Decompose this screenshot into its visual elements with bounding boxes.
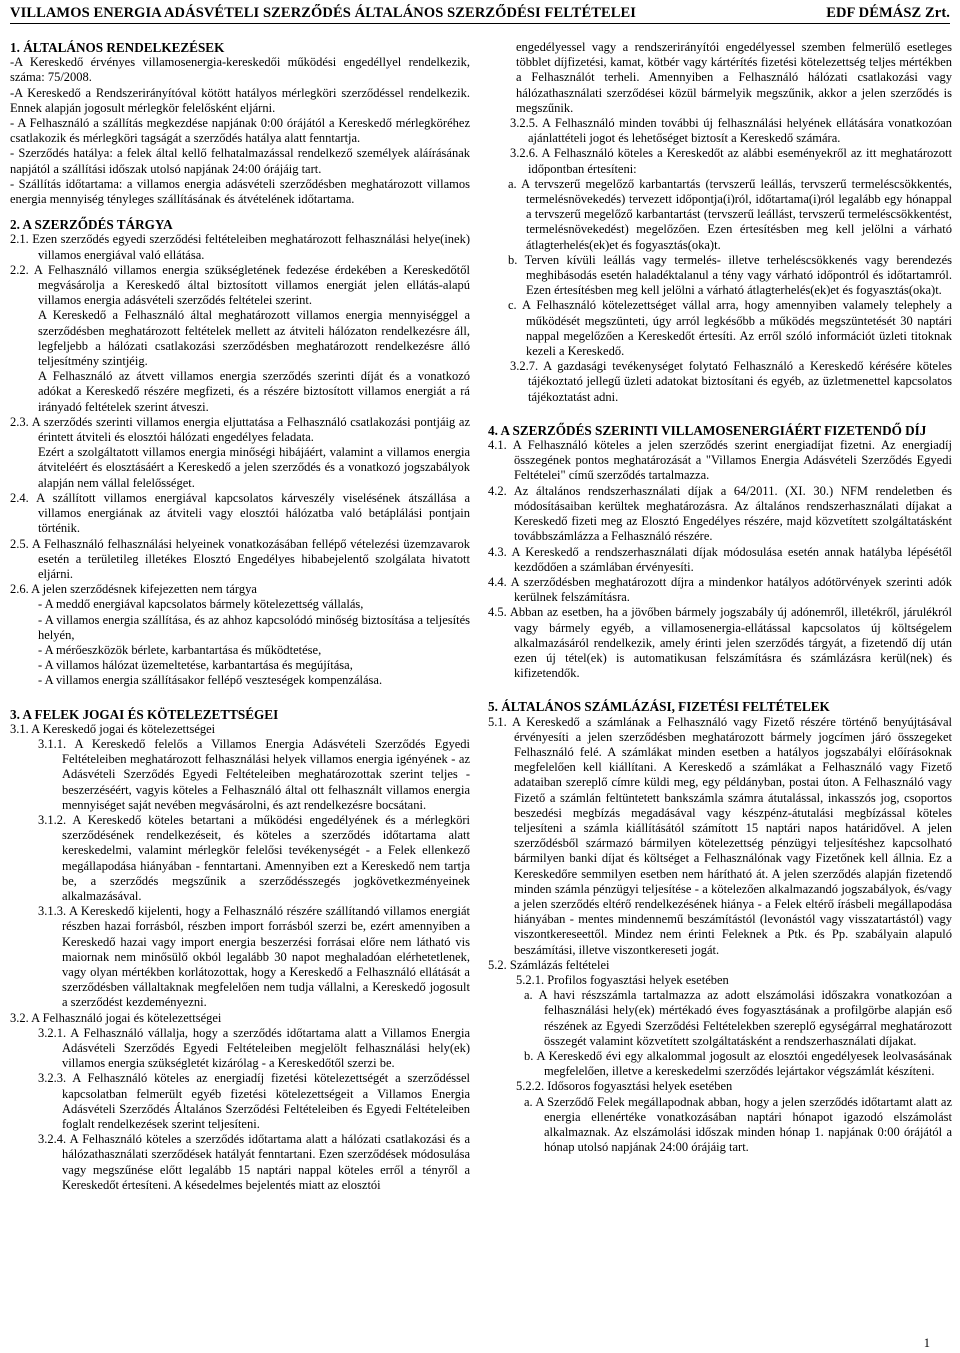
paragraph: - A Felhasználó a szállítás megkezdése napjának 0:00 órájától a Kereskedő mérlegköréhez csatlakozik és mérlegköri tagságát a szerződés hatálya alatt fenntartja. [10,116,470,146]
company-name: EDF DÉMÁSZ Zrt. [826,5,950,21]
paragraph: a. A Szerződő Felek megállapodnak abban, hogy a jelen szerződés időtartamt alatt az energia ellenértéke vonatkozásában naptári hónapot igazodó elszámolást alkalmaznak. Az elszámolási időszak minden hónap 1. napjának 0:00 órájától a hónap utolsó napjának 24:00 órájáig tart. [524,1094,952,1155]
paragraph: b. A Kereskedő évi egy alkalommal jogosult az elosztói engedélyesek leolvasásának megfelelően, illetve a kereskedelmi szerződés lejártakor végszámlát készíteni. [524,1049,952,1079]
paragraph: A Felhasználó az átvett villamos energia szerződés szerinti díját és a vonatkozó adókat a Kereskedő részére megfizeti, és a részére biztosított villamos energiát a rá irányadó feltételek szerint átveszi. [38,369,470,414]
paragraph: 5.1. A Kereskedő a számlának a Felhasználó vagy Fizető részére történő benyújtásával érvényesíti a jelen szerződésben meghatározott bármely jogcímen járó összegeket Felhasználó felé. A számlákat minden esetben a hatályos jogszabályi előírásoknak megfelelően kell kiállítani. A Kereskedő a számlákat a Felhasználó vagy Fizető adataiban szereplő címre küldi meg, egy példányban, postai úton. A Felhasználó vagy Fizető a számlán feltüntetett bankszámla számra átutalással, inkasszós jog, csoportos beszedési megbízás megadásával vagy készpénz-átutalási megbízással köteles teljesíteni a számla kiállításától számított 15 naptári napos határidővel. A jelen szerződésből származó bármilyen kötelezettség pénzügyi teljesítéshez kapcsolható bármilyen banki díjat és költséget a Felhasználónak vagy Fizetőnek kell állnia. Ez a Kereskedőre semmilyen esetben nem hárítható át. A jelen szerződés alapján fizetendő minden számla pénzügyi teljesítése - a kötelezően alkalmazandó jogszabályok, és/vagy a jelen szerződés eltérő rendelkezésének hiánya - a Felek eltérő írásbeli megállapodása hiányában - mentes mindennemű beszámítástól (levonástól vagy visszatartástól) vagy viszontkereseettől. Mindez nem érinti Feleknek a Ptk. és Pp. szabályain alapuló beszámítási, illetve viszontkereseti jogát. [488,714,952,957]
section-heading: 4. A SZERZŐDÉS SZERINTI VILLAMOSENERGIÁÉRT FIZETENDŐ DÍJ [488,422,927,438]
spacer [488,681,952,699]
paragraph: 5.2.2. Idősoros fogyasztási helyek esetében [516,1079,733,1094]
paragraph: 4.2. Az általános rendszerhasználati díjak a 64/2011. (XI. 30.) NFM rendeletben és módosításaiban kerültek meghatározásra. Az általános rendszerhasználati díjakat a Kereskedő fizeti meg az Elosztó Engedélyes részére, majd közvetített szolgáltatásként továbbszámlázza a Felhasználó részére. [488,483,952,544]
paragraph: -A Kereskedő a Rendszerirányítóval kötött hatályos mérlegköri szerződéssel rendelkezik. Ennek alapján jogosult mérlegkör felelősként eljárni. [10,85,470,115]
paragraph: 2.3. A szerződés szerinti villamos energia eljuttatása a Felhasználó csatlakozási pontjáig az érintett átviteli és elosztói hálózati engedélyes feladata. [10,414,470,445]
paragraph: 3.2.4. A Felhasználó köteles a szerződés időtartama alatt a hálózati csatlakozási és a hálózathasználati szerződések hatályát fenntartani. Ezen szerződések módosulása vagy megszűnése előtt legalább 15 naptári nappal köteles erről a tényről a Kereskedőt értesíteni. A késedelmes bejelentés miatt az elosztói [38,1132,470,1192]
section-heading: 1. ÁLTALÁNOS RENDELKEZÉSEK [10,40,225,55]
paragraph: 2.2. A Felhasználó villamos energia szükségletének fedezése érdekében a Kereskedőtől megvásárolja a Kereskedő által biztosított villamos energiát jelen ellátás-alapú villamos energia adásvételi szerződés feltételei szerint. [10,262,470,308]
section-heading: 5. ÁLTALÁNOS SZÁMLÁZÁSI, FIZETÉSI FELTÉTELEK [488,699,830,715]
paragraph: a. A tervszerű megelőző karbantartás (tervszerű leállás, tervszerű termeléscsökkentés, termelésnövekedés) tervezett időpontja(i)ról, időtartama(i)ról legalább egy hónappal a tervszerű megelőző karbantartást (tervszerű leállást, tervszerű termeléscsökkentést, termelésnövekedést) megelőzően. Ezen értesítésben meg kell jelölni a várható átlagterhelés(ek)et és fogyasztás(oka)t. [508,176,952,252]
paragraph: a. A havi részszámla tartalmazza az adott elszámolási időszakra vonatkozóan a felhasználási hely(ek) mértékadó éves fogyasztásának a profilgörbe alapján eső részének az Egyedi Szerződési Feltételekben szereplő egységárral meghatározott összegét valamint közvetített szolgáltatásként a rendszerhasználati díjakat. [524,988,952,1048]
document-title: VILLAMOS ENERGIA ADÁSVÉTELI SZERZŐDÉS ÁLTALÁNOS SZERZŐDÉSI FELTÉTELEI [10,5,637,21]
page-number: 1 [923,1336,930,1350]
paragraph: engedélyessel vagy a rendszerirányítói engedélyessel szemben felmerülő esetleges többlet díjfizetési, kamat, kötbér vagy kártérítés fizetési kötelezettség teljes mértékben a Felhasználót terheli. Amennyiben a Felhasználó hálózati csatlakozási vagy hálózathasználati szerződései közül bármelyik megszűnik, akkor a jelen szerződés is megszűnik. [516,40,952,115]
paragraph: 3.1. A Kereskedő jogai és kötelezettségei [10,721,216,736]
section-heading: 3. A FELEK JOGAI ÉS KÖTELEZETTSÉGEI [10,706,279,722]
paragraph: 3.2.7. A gazdasági tevékenységet folytató Felhasználó a Kereskedő kérésére köteles tájékoztató jellegű üzleti adatokat biztosítani és egyéb, az üzletmenettel kapcsolatos tájékoztatást adni. [510,359,952,404]
paragraph: 2.4. A szállított villamos energiával kapcsolatos kárveszély viselésének átszállása a villamos energiának az átviteli vagy elosztói hálózatba való betáplálási pontjain történik. [10,490,470,536]
paragraph: 4.5. Abban az esetben, ha a jövőben bármely jogszabály új adónemről, illetékről, járulékról vagy bármely egyéb, a villamosenergia-ellátással kapcsolatos új költségelem alkalmazásáról rendelkezik, amely érinti jelen szerződés tárgyát, a fizetendő díj után ezen új tétel(ek) is automatikusan felszámításra és számlázásra kerül(nek) és kifizetendők. [488,605,952,681]
right-column [488,40,952,1155]
paragraph: 4.1. A Felhasználó köteles a jelen szerződés szerint energiadíjat fizetni. Az energiadíj összegének pontos meghatározását a "Villamos Energia Adásvételi Szerződés Egyedi Feltételei" című szerződés tartalmazza. [488,438,952,483]
paragraph: - A villamos energia szállításakor fellépő veszteségek kompenzálása. [38,673,383,688]
paragraph: - A mérőeszközök bérlete, karbantartása és működtetése, [38,642,322,657]
paragraph: 2.1. Ezen szerződés egyedi szerződési feltételeiben meghatározott felhasználási helye(inek) villamos energiával való ellátása. [10,232,470,262]
paragraph: 2.5. A Felhasználó felhasználási helyeinek vonatkozásában fellépő vételezési üzemzavarok esetén a területileg illetékes Elosztó Engedélyes hibabejelentő szolgálata hivatott eljárni. [10,536,470,581]
paragraph: 2.6. A jelen szerződésnek kifejezetten nem tárgya [10,582,257,597]
header-rule [10,23,950,24]
paragraph: 3.2.6. A Felhasználó köteles a Kereskedőt az alábbi eseményekről az itt meghatározott időpontban értesíteni: [510,146,952,176]
paragraph: A Kereskedő a Felhasználó által meghatározott villamos energia mennyiséggel a szerződésben meghatározott feltételek mellett az átviteli hálózaton rendelkezésre áll, legfeljebb a hálózati csatlakozási szerződésben meghatározott rendelkezésre álló teljesítmény szintjéig. [38,308,470,369]
paragraph: - A villamos hálózat üzemeltetése, karbantartása és megújítása, [38,658,353,673]
paragraph: c. A Felhasználó kötelezettséget vállal arra, hogy amennyiben valamely telephely a működését megszünteti, úgy arról legkésőbb a működés megszüntetését 30 naptári nappal megelőzően a Kereskedőt értesíti. Az erről szóló információt üzleti titoknak kezeli a Kereskedő. [508,298,952,359]
paragraph: 3.2.5. A Felhasználó minden további új felhasználási helyének ellátására vonatkozóan ajánlattételi jogot és lehetőséget biztosít a Kereskedő számára. [510,116,952,146]
paragraph: b. Terven kívüli leállás vagy termelés- illetve terheléscsökkenés vagy berendezés meghibásodás esetén haladéktalanul a tény vagy várható időpontról és időtartamról. Ezen értesítésben meg kell jelölni a várható átlagterhelés(ek)et és fogyasztás(oka)t. [508,252,952,298]
paragraph: 3.2.1. A Felhasználó vállalja, hogy a szerződés időtartama alatt a Villamos Energia Adásvételi Szerződés Egyedi Feltételeiben megjelölt felhasználási hely(ek) villamos energia szükségletét kizárólag - a Kereskedőtől szerzi be. [38,1025,470,1071]
paragraph: 3.2.3. A Felhasználó köteles az energiadíj fizetési kötelezettségét a szerződéssel kapcsolatban felmerült egyéb fizetési kötelezettségeit a Villamos Energia Adásvételi Szerződés Általános Szerződési Feltételeiben és Egyedi Feltételeiben foglalt rendelkezések szerint teljesíteni. [38,1071,470,1132]
paragraph: - A villamos energia szállítása, és az ahhoz kapcsolódó minőség biztosítása a teljesítés helyén, [38,612,470,642]
spacer [10,207,470,217]
paragraph: 3.2. A Felhasználó jogai és kötelezettségei [10,1010,222,1025]
paragraph: 4.3. A Kereskedő a rendszerhasználati díjak módosulása esetén annak hatályba lépésétől kezdődően a számlában érvényesíti. [488,544,952,574]
spacer [488,405,952,423]
spacer [10,689,470,707]
paragraph: - Szállítás időtartama: a villamos energia adásvételi szerződésben meghatározott villamos energia mennyiség tényleges szállításának és átvételének időtartama. [10,176,470,207]
paragraph: Ezért a szolgáltatott villamos energia minőségi hibájáért, valamint a villamos energia átviteléért és elosztásáért a Kereskedő a jelen szerződés és a vonatkozó jogszabályok alapján nem vállal felelősséget. [38,445,470,490]
paragraph: 5.2.1. Profilos fogyasztási helyek esetében [516,972,729,987]
paragraph: 5.2. Számlázás feltételei [488,957,610,972]
paragraph: 4.4. A szerződésben meghatározott díjra a mindenkor hatályos adótörvények szerinti adók kerülnek felszámításra. [488,574,952,605]
paragraph: -A Kereskedő érvényes villamosenergia-kereskedői működési engedéllyel rendelkezik, száma: 75/2008. [10,55,470,85]
page-header [10,2,950,24]
paragraph: - Szerződés hatálya: a felek által kellő felhatalmazással rendelkező személyek aláírásának napjától a szállítási időszak utolsó napjának 24:00 órájáig tart. [10,146,470,176]
paragraph: 3.1.2. A Kereskedő köteles betartani a működési engedélyének és a mérlegköri szerződésének rendelkezéseit, és köteles a szerződés időtartama alatt kereskedelmi, valamint mérlegkör felelősi tevékenységét - a Felek ellenkező megállapodása hiányában - fenntartani. Amennyiben ezt a Kereskedő nem tartja be, a szerződés megszűnik a szerződésszegés jogkövetkezményeinek alkalmazásával. [38,812,470,903]
paragraph: 3.1.3. A Kereskedő kijelenti, hogy a Felhasználó részére szállítandó villamos energiát részben hazai forrásból, részben import forrásból szerzi be, ezért amennyiben a Kereskedő hazai vagy import energia beszerzési forrásai előre nem látható vis maiornak nem minősülő okból legalább 30 napot meghaladóan elérhetetlenek, vagy olyan mértékben korlátozottak, hogy a Kereskedő a Felhasználó ellátását a szerződésben vállaltaknak megfelelően nem tudja vállalni, a Kereskedő jogosult a szerződést kezdeményezni. [38,904,470,1010]
paragraph: 3.1.1. A Kereskedő felelős a Villamos Energia Adásvételi Szerződés Egyedi Feltételeiben meghatározott felhasználási helyek villamos energia igényének - az Adásvételi Szerződés Egyedi Feltételeiben meghatározottak szerint teljes - beszerzéséért, vagyis köteles a Felhasználó által ott felhasznált villamos energia mennyiséget saját nevében megvásárolni, és azt rendelkezésre bocsátani. [38,736,470,812]
paragraph: - A meddő energiával kapcsolatos bármely kötelezettség vállalás, [38,597,364,612]
left-column [10,40,470,1193]
section-heading: 2. A SZERZŐDÉS TÁRGYA [10,217,173,233]
